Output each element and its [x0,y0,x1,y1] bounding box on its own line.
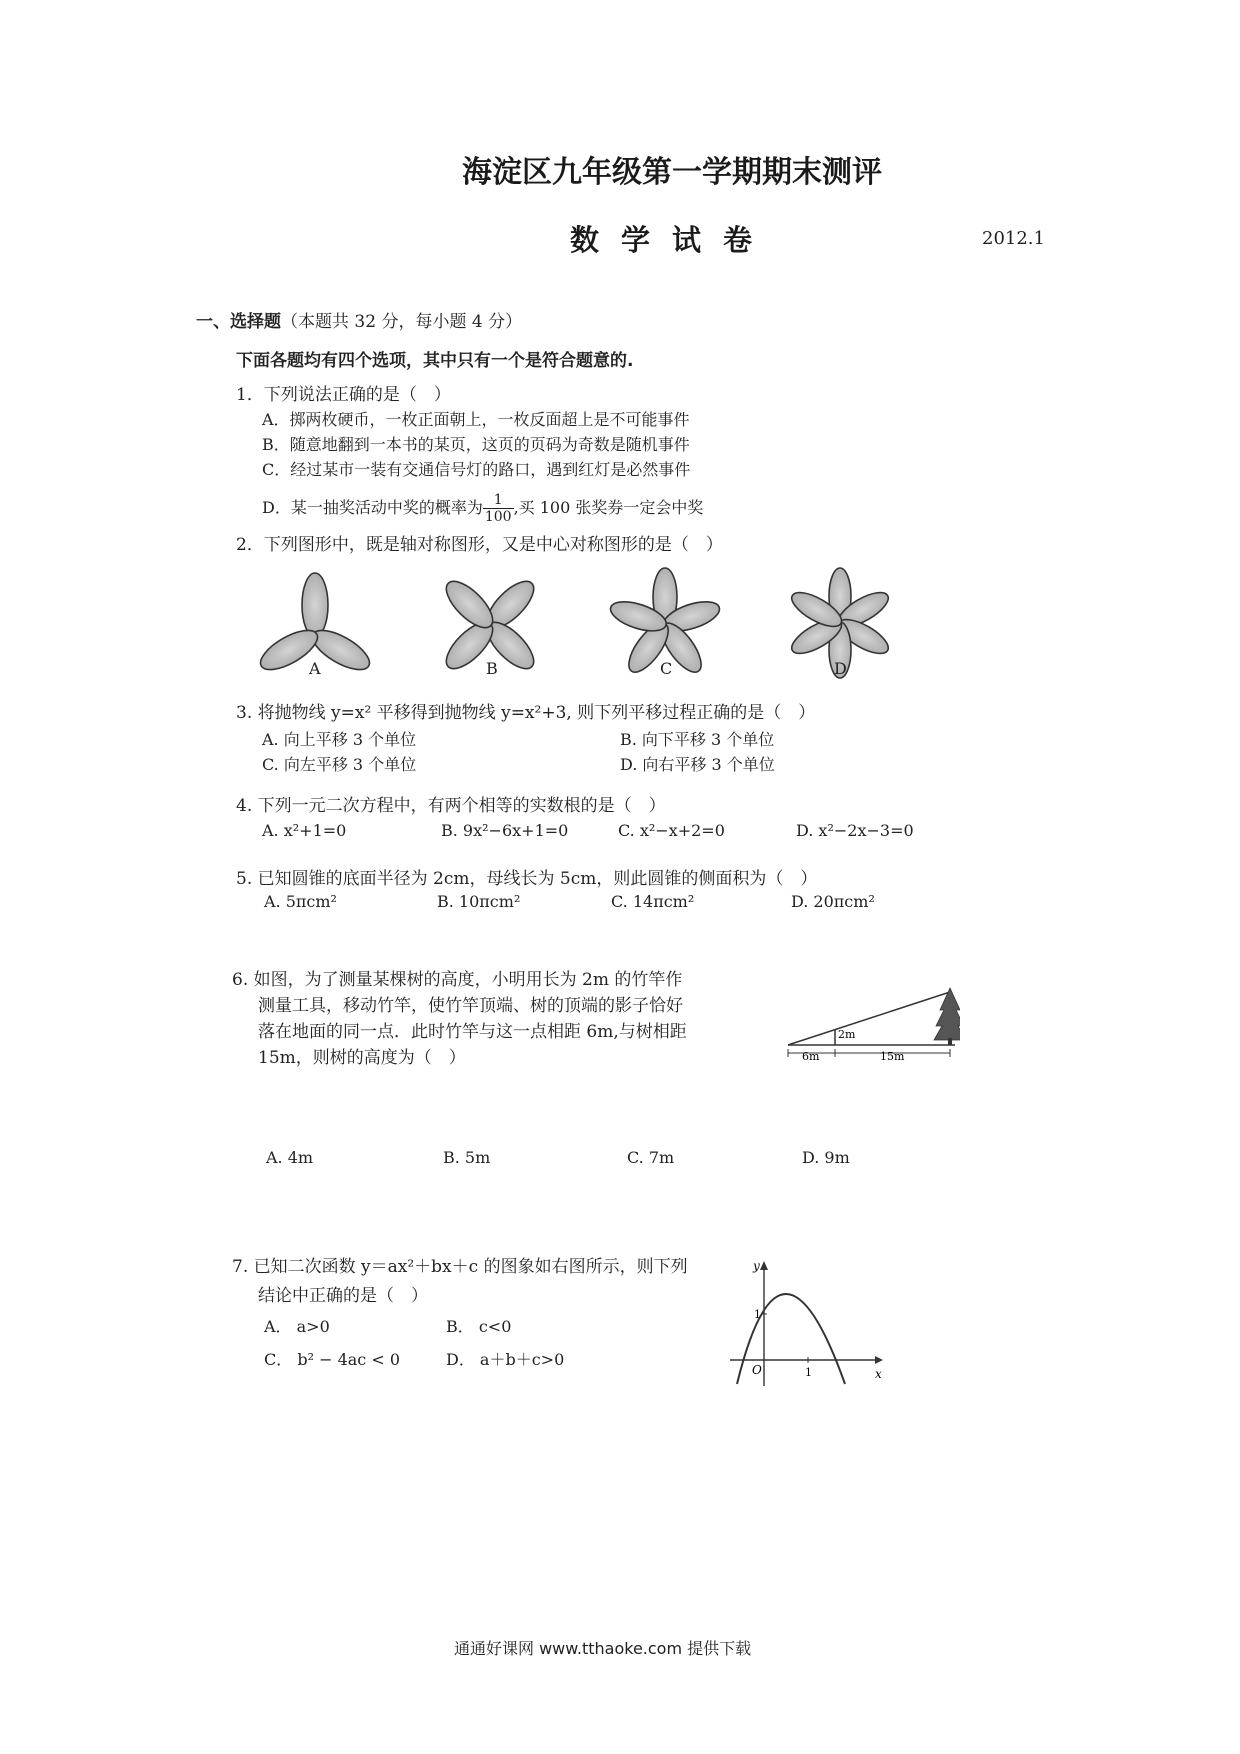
label-6m: 6m [802,1050,820,1060]
q5-option-a: A. 5πcm² [264,892,337,911]
q2-label-a: A [309,659,321,678]
q7-option-a: A． a>0 [264,1317,330,1336]
q1-fraction [483,492,514,525]
origin-label: O [752,1363,762,1377]
q7-option-d: D． a＋b＋c>0 [446,1350,565,1369]
q2-label-d: D [834,659,847,678]
x-axis-arrow-icon [875,1356,883,1364]
section-instruction: 下面各题均有四个选项，其中只有一个是符合题意的. [236,351,634,371]
label-15m: 15m [880,1050,905,1060]
q5-stem: 5. 已知圆锥的底面半径为 2cm，母线长为 5cm，则此圆锥的侧面积为（ ） [236,869,818,889]
q6-stem-line-1: 6. 如图，为了测量某棵树的高度，小明用长为 2m 的竹竿作 [232,970,683,990]
fraction-denominator: 100 [484,509,512,525]
q1-option-d [262,492,703,525]
q7-graph [725,1256,885,1391]
page-subtitle: 数学试卷 [570,223,775,257]
section-title: 一、选择题 [196,312,281,332]
petal [302,573,328,637]
q3-option-d: D. 向右平移 3 个单位 [620,755,775,774]
q6-stem-line-4: 15m，则树的高度为（ ） [258,1048,466,1068]
q1-option-d-text: D．某一抽奖活动中奖的概率为 [262,498,483,517]
q7-option-c: C． b² − 4ac < 0 [264,1350,401,1369]
q4-option-b: B. 9x²−6x+1=0 [441,821,569,840]
q4-option-d: D. x²−2x−3=0 [796,821,914,840]
q7-stem-line-2: 结论中正确的是（ ） [258,1286,428,1306]
q3-option-b: B. 向下平移 3 个单位 [620,730,775,749]
q6-option-b: B. 5m [443,1148,491,1167]
y-axis-arrow-icon [760,1261,768,1270]
q2-label-b: B [486,659,498,678]
q5-option-c: C. 14πcm² [611,892,695,911]
x-axis-label: x [875,1367,882,1381]
q2-stem: 2．下列图形中，既是轴对称图形，又是中心对称图形的是（ ） [236,535,723,555]
q6-option-a: A. 4m [266,1148,314,1167]
q4-option-a: A. x²+1=0 [262,821,347,840]
x-tick-one: 1 [805,1366,812,1379]
q5-option-d: D. 20πcm² [791,892,875,911]
page-footer: 通通好课网 www.tthaoke.com 提供下载 [454,1639,752,1658]
q4-option-c: C. x²−x+2=0 [618,821,725,840]
petal [439,574,500,635]
q1-option-a: A．掷两枚硬币，一枚正面朝上，一枚反面超上是不可能事件 [262,410,690,429]
q2-figures [250,565,910,685]
q2-label-c: C [660,659,673,678]
fraction-numerator: 1 [483,492,514,509]
section-note: （本题共 32 分，每小题 4 分） [281,312,523,332]
q3-stem: 3. 将抛物线 y=x² 平移得到抛物线 y=x²+3, 则下列平移过程正确的是（ ） [236,703,816,723]
label-2m: 2m [838,1028,856,1041]
q6-stem-line-2: 测量工具，移动竹竿，使竹竿顶端、树的顶端的影子恰好 [258,996,683,1016]
y-tick-one: 1 [754,1308,761,1321]
sight-line [788,992,950,1045]
exam-date: 2012.1 [982,228,1045,249]
q6-stem-line-3: 落在地面的同一点．此时竹竿与这一点相距 6m,与树相距 [258,1022,687,1042]
q6-figure [780,980,960,1060]
y-axis-label: y [753,1259,760,1273]
q7-option-b: B． c<0 [446,1317,512,1336]
q5-option-b: B. 10πcm² [437,892,521,911]
page-title: 海淀区九年级第一学期期末测评 [462,155,882,190]
q1-option-b: B．随意地翻到一本书的某页，这页的页码为奇数是随机事件 [262,435,690,454]
q4-stem: 4. 下列一元二次方程中，有两个相等的实数根的是（ ） [236,796,666,816]
q6-option-c: C. 7m [627,1148,675,1167]
q1-option-d-tail: ,买 100 张奖券一定会中奖 [513,498,704,517]
section-heading [196,307,522,332]
q3-option-a: A. 向上平移 3 个单位 [262,730,417,749]
q3-option-c: C. 向左平移 3 个单位 [262,755,417,774]
q1-stem: 1．下列说法正确的是（ ） [236,385,451,405]
q6-option-d: D. 9m [802,1148,850,1167]
q7-stem-line-1: 7. 已知二次函数 y＝ax²＋bx＋c 的图象如右图所示，则下列 [232,1257,688,1277]
q1-option-c: C．经过某市一装有交通信号灯的路口，遇到红灯是必然事件 [262,460,691,479]
